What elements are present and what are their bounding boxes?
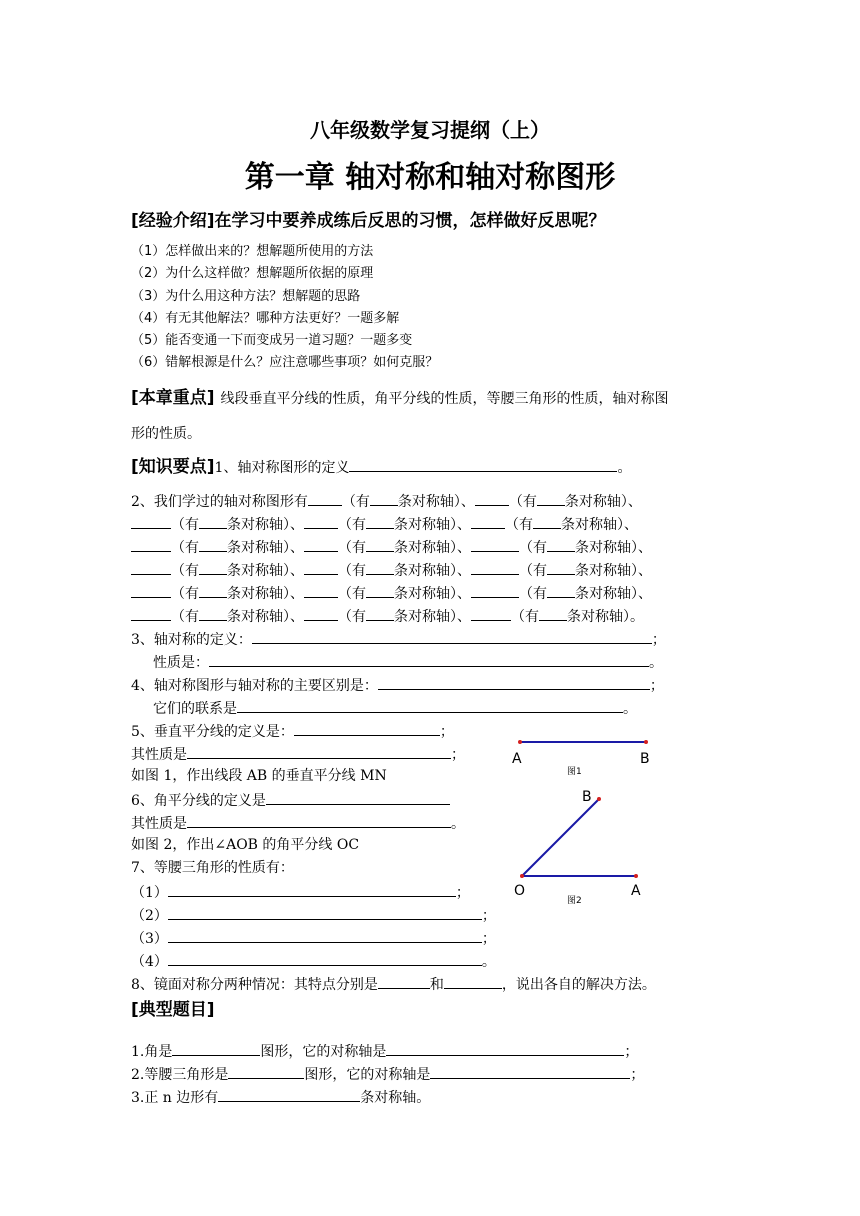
answer-blank[interactable] <box>131 536 171 552</box>
q2-row-6: （有 条对称轴）、 （有 条对称轴）、 （有 条对称轴）。 <box>131 605 644 627</box>
answer-blank[interactable] <box>168 927 482 943</box>
figure-2-angle-aob <box>500 785 670 910</box>
answer-blank[interactable] <box>237 697 623 713</box>
label-a: A <box>512 751 522 767</box>
typical-heading-line <box>131 1000 215 1021</box>
answer-blank[interactable] <box>386 1040 624 1056</box>
knowledge-line-1: [知识要点]1、轴对称图形的定义 。 <box>131 457 632 477</box>
key-points-line <box>131 388 669 409</box>
reflection-item: （6）错解根源是什么？应注意哪些事项？如何克服？ <box>131 355 439 370</box>
point-b <box>597 797 601 801</box>
reflection-item: （5）能否变通一下而变成另一道习题？一题多变 <box>131 333 413 348</box>
typical-q1: 1.角是 图形，它的对称轴是 ； <box>131 1040 638 1062</box>
q2-row-4: （有 条对称轴）、 （有 条对称轴）、 （有 条对称轴）、 <box>131 559 652 581</box>
typical-q2: 2.等腰三角形是 图形，它的对称轴是 ； <box>131 1063 644 1085</box>
ray-ob <box>522 799 599 876</box>
answer-blank[interactable] <box>168 904 482 920</box>
key-points-text: 线段垂直平分线的性质，角平分线的性质，等腰三角形的性质，轴对称图 <box>220 391 669 407</box>
answer-blank[interactable] <box>366 536 394 552</box>
reflection-item: （3）为什么用这种方法？想解题的思路 <box>131 289 361 304</box>
answer-blank[interactable] <box>304 605 338 621</box>
answer-blank[interactable] <box>218 1086 360 1102</box>
q6-prop-line: 其性质是 。 <box>131 812 465 834</box>
answer-blank[interactable] <box>349 456 617 472</box>
label-b: B <box>640 751 650 767</box>
answer-blank[interactable] <box>378 674 650 690</box>
q7-item: （1） ； <box>131 881 470 903</box>
point-a <box>518 740 522 744</box>
answer-blank[interactable] <box>533 513 561 529</box>
answer-blank[interactable] <box>304 582 338 598</box>
reflection-item: （2）为什么这样做？想解题所依据的原理 <box>131 266 374 281</box>
answer-blank[interactable] <box>444 973 502 989</box>
answer-blank[interactable] <box>131 513 171 529</box>
figure-1-segment-ab <box>500 730 670 780</box>
answer-blank[interactable] <box>547 582 575 598</box>
q5-prop-line: 其性质是 ； <box>131 743 465 765</box>
answer-blank[interactable] <box>199 582 227 598</box>
answer-blank[interactable] <box>366 559 394 575</box>
answer-blank[interactable] <box>366 605 394 621</box>
figure-1-caption: 图1 <box>567 767 582 777</box>
q4-link-line: 它们的联系是 。 <box>153 697 637 719</box>
q5-task: 如图 1，作出线段 AB 的垂直平分线 MN <box>131 768 387 784</box>
answer-blank[interactable] <box>199 605 227 621</box>
q7-item: （3） ； <box>131 927 496 949</box>
answer-blank[interactable] <box>228 1063 304 1079</box>
answer-blank[interactable] <box>131 605 171 621</box>
answer-blank[interactable] <box>547 559 575 575</box>
answer-blank[interactable] <box>471 605 511 621</box>
reflection-item: （1）怎样做出来的？想解题所使用的方法 <box>131 244 374 259</box>
key-points-text-cont: 形的性质。 <box>131 426 201 442</box>
answer-blank[interactable] <box>370 490 398 506</box>
key-points-heading: [本章重点] <box>131 388 215 408</box>
label-o: O <box>514 883 526 899</box>
experience-heading: [经验介绍]在学习中要养成练后反思的习惯，怎样做好反思呢？ <box>131 211 606 231</box>
answer-blank[interactable] <box>294 720 440 736</box>
answer-blank[interactable] <box>199 536 227 552</box>
q2-row-1: 2、我们学过的轴对称图形有 （有 条对称轴）、 （有 条对称轴）、 <box>131 490 642 512</box>
answer-blank[interactable] <box>547 536 575 552</box>
knowledge-heading: [知识要点] <box>131 457 215 477</box>
answer-blank[interactable] <box>539 605 567 621</box>
q7-label: 7、等腰三角形的性质有： <box>131 860 294 876</box>
q2-row-3: （有 条对称轴）、 （有 条对称轴）、 （有 条对称轴）、 <box>131 536 652 558</box>
q6-line: 6、角平分线的定义是 <box>131 789 450 811</box>
figure-2-caption: 图2 <box>567 896 582 906</box>
answer-blank[interactable] <box>475 490 509 506</box>
answer-blank[interactable] <box>430 1063 630 1079</box>
chapter-title: 第一章 轴对称和轴对称图形 <box>244 160 616 195</box>
q5-line: 5、垂直平分线的定义是： ； <box>131 720 454 742</box>
answer-blank[interactable] <box>172 1040 260 1056</box>
answer-blank[interactable] <box>304 536 338 552</box>
q8-line: 8、镜面对称分两种情况：其特点分别是 和 ，说出各自的解决方法。 <box>131 973 656 995</box>
typical-heading: [典型题目] <box>131 1000 215 1020</box>
q3-line: 3、轴对称的定义： ； <box>131 628 666 650</box>
q7-item: （2） ； <box>131 904 496 926</box>
answer-blank[interactable] <box>168 950 482 966</box>
answer-blank[interactable] <box>304 559 338 575</box>
label-a: A <box>631 883 641 899</box>
answer-blank[interactable] <box>252 628 652 644</box>
answer-blank[interactable] <box>304 513 338 529</box>
q2-row-2: （有 条对称轴）、 （有 条对称轴）、 （有 条对称轴）、 <box>131 513 638 535</box>
q4-line: 4、轴对称图形与轴对称的主要区别是： ； <box>131 674 664 696</box>
q3-prop-line: 性质是： 。 <box>153 651 663 673</box>
q7-item: （4） 。 <box>131 950 496 972</box>
answer-blank[interactable] <box>266 789 450 805</box>
answer-blank[interactable] <box>187 812 451 828</box>
answer-blank[interactable] <box>471 536 519 552</box>
answer-blank[interactable] <box>209 651 649 667</box>
answer-blank[interactable] <box>366 513 394 529</box>
answer-blank[interactable] <box>308 490 342 506</box>
q6-task: 如图 2，作出∠AOB 的角平分线 OC <box>131 837 360 853</box>
typical-q3: 3.正 n 边形有 条对称轴。 <box>131 1086 430 1108</box>
answer-blank[interactable] <box>537 490 565 506</box>
answer-blank[interactable] <box>378 973 430 989</box>
page-title: 八年级数学复习提纲（上） <box>310 118 550 142</box>
answer-blank[interactable] <box>131 582 171 598</box>
label-b: B <box>582 789 592 805</box>
answer-blank[interactable] <box>168 881 456 897</box>
answer-blank[interactable] <box>471 513 505 529</box>
answer-blank[interactable] <box>471 559 519 575</box>
q2-row-5: （有 条对称轴）、 （有 条对称轴）、 （有 条对称轴）、 <box>131 582 652 604</box>
point-a <box>634 874 638 878</box>
answer-blank[interactable] <box>131 559 171 575</box>
reflection-item: （4）有无其他解法？哪种方法更好？一题多解 <box>131 311 400 326</box>
answer-blank[interactable] <box>199 559 227 575</box>
answer-blank[interactable] <box>187 743 451 759</box>
answer-blank[interactable] <box>199 513 227 529</box>
point-b <box>644 740 648 744</box>
answer-blank[interactable] <box>471 582 519 598</box>
answer-blank[interactable] <box>366 582 394 598</box>
point-o <box>520 874 524 878</box>
